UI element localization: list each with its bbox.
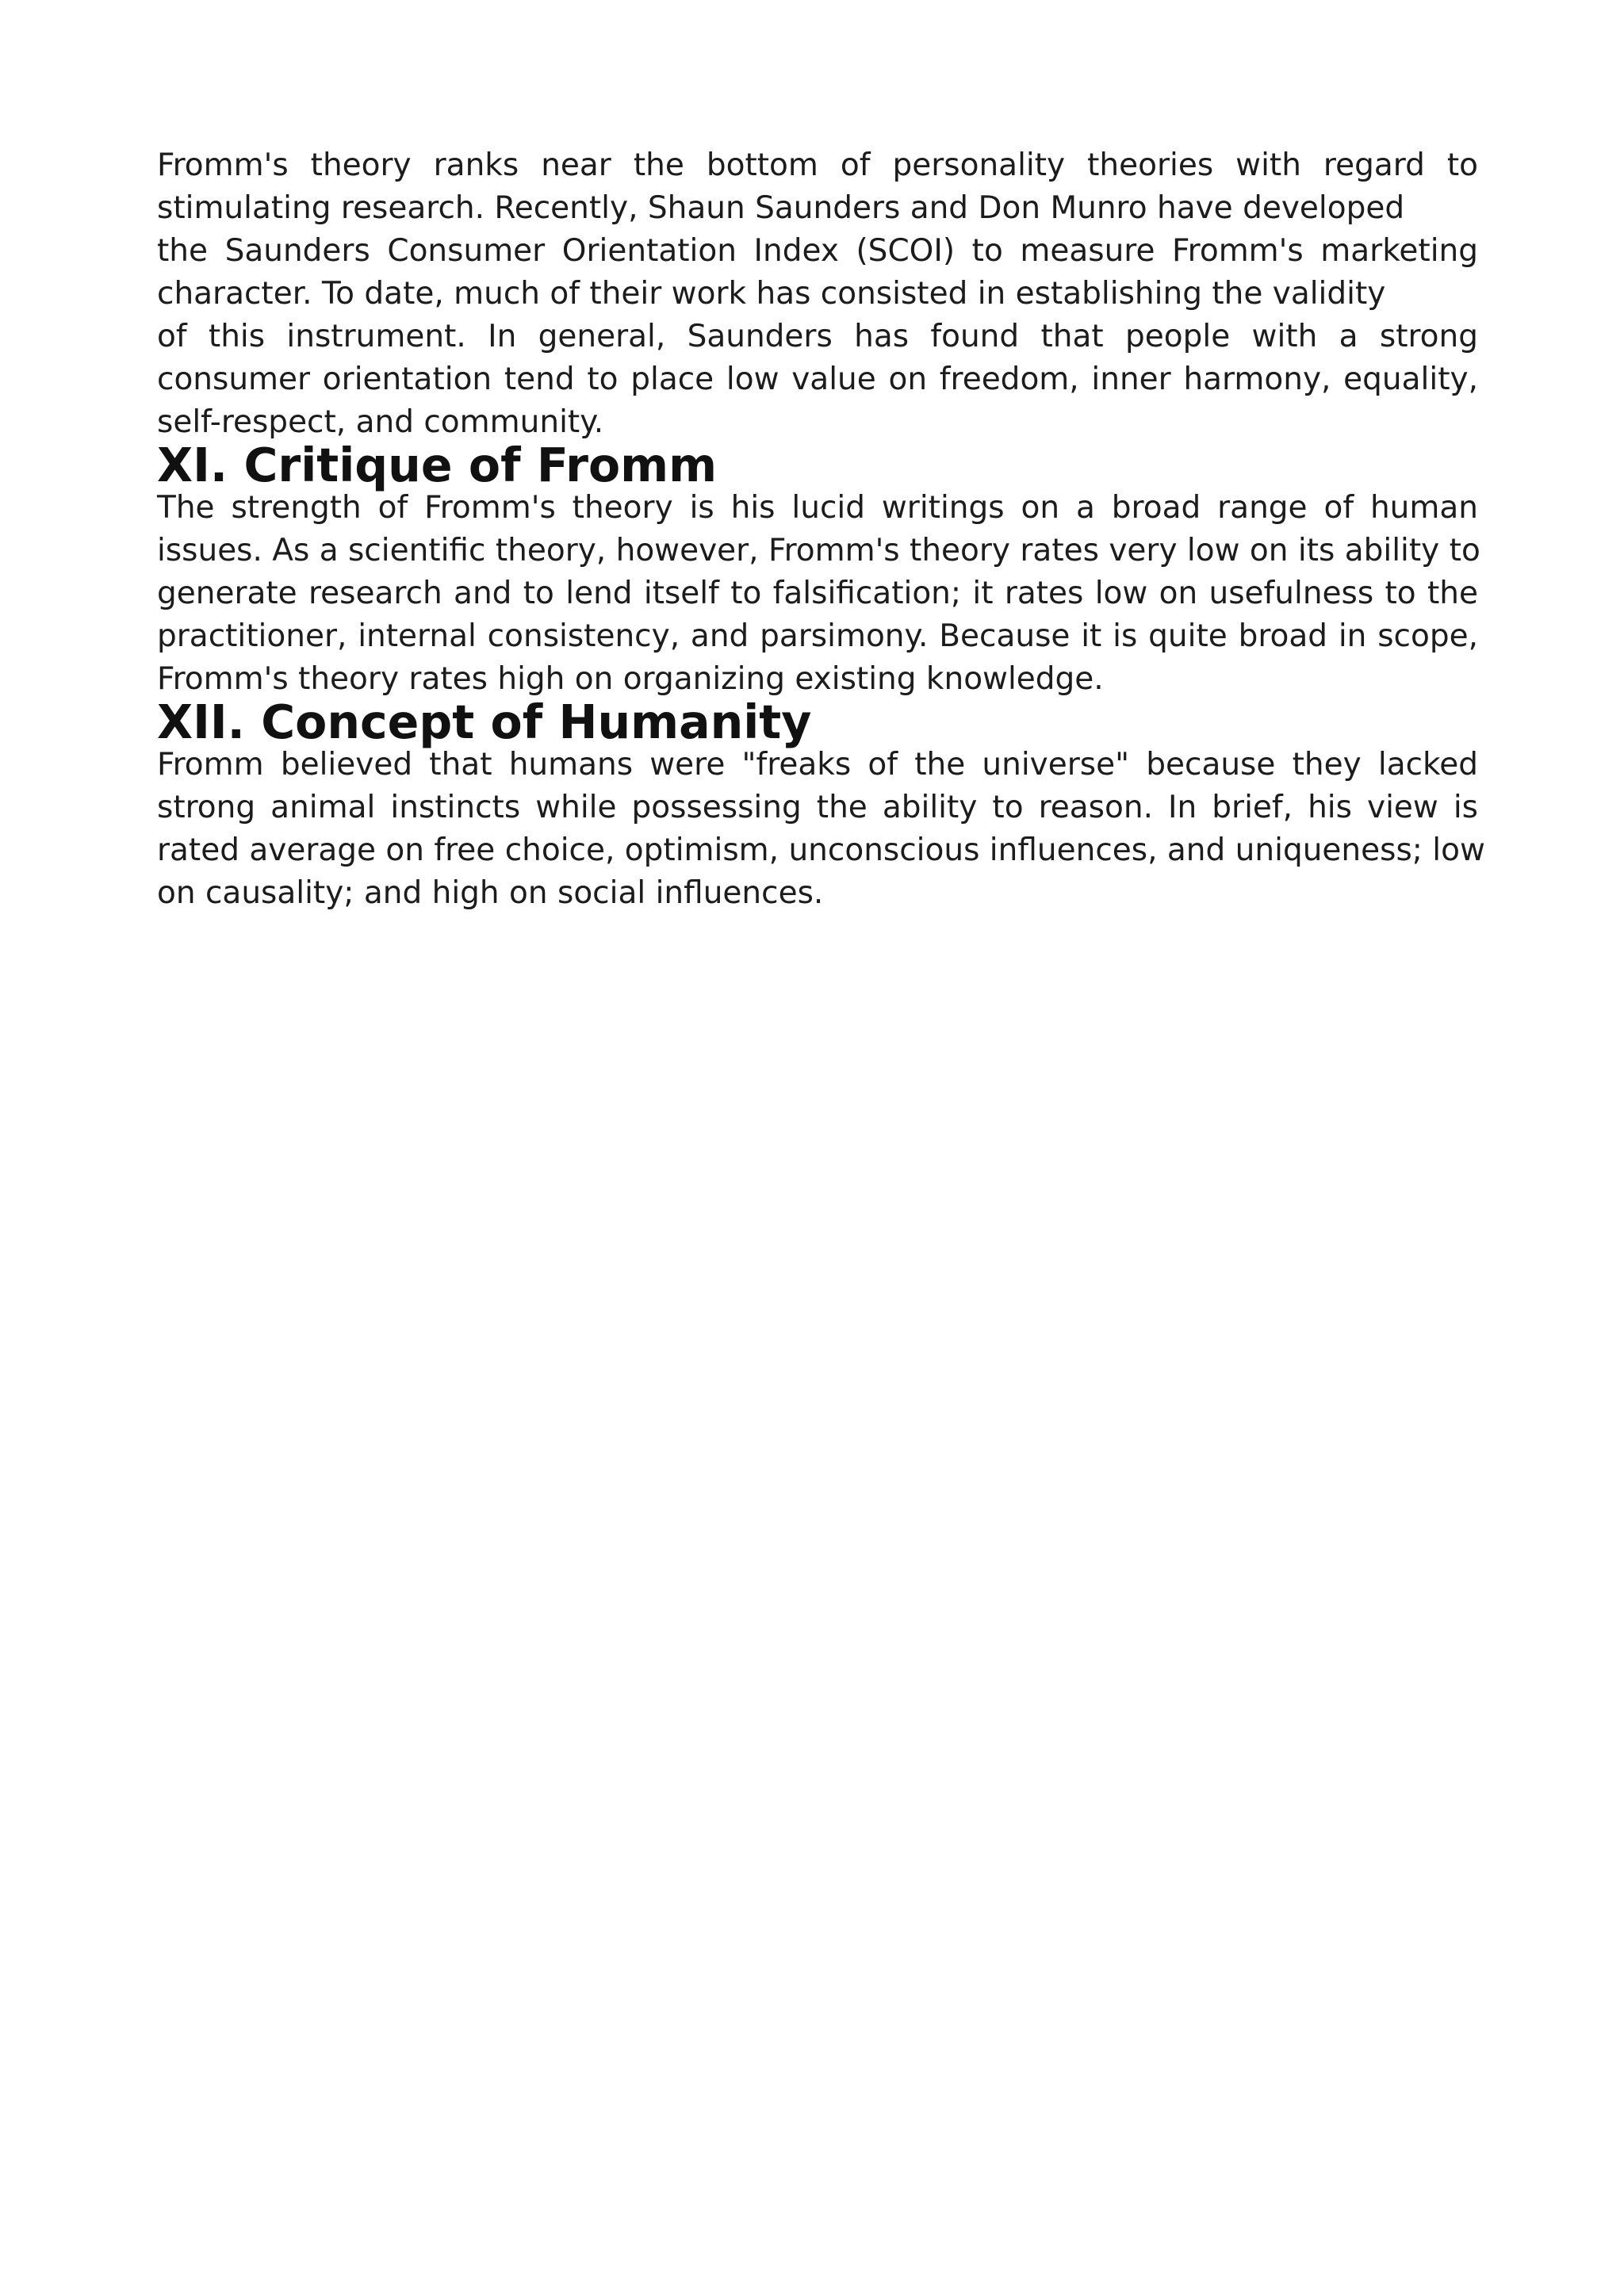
text-line: rated average on free choice, optimism, unconscious influences, and uniqueness; low — [157, 832, 1485, 868]
text-line: issues. As a scientific theory, however, Fromm's theory rates very low on its ability to — [157, 533, 1480, 568]
text-line: self-respect, and community. — [157, 404, 604, 440]
document-body — [157, 144, 1485, 915]
text-line: strong animal instincts while possessing the ability to reason. In brief, his view is — [157, 790, 1478, 825]
paragraph-critique — [157, 487, 1478, 701]
text-line: The strength of Fromm's theory is his lucid writings on a broad range of human — [157, 490, 1478, 526]
text-line: generate research and to lend itself to falsification; it rates low on usefulness to the — [157, 576, 1478, 611]
text-line: consumer orientation tend to place low value on freedom, inner harmony, equality, — [157, 362, 1478, 397]
section-heading-humanity: XII. Concept of Humanity — [157, 695, 812, 749]
text-line: on causality; and high on social influences. — [157, 875, 824, 911]
text-line: of this instrument. In general, Saunders has found that people with a strong — [157, 319, 1478, 354]
text-line: Fromm believed that humans were "freaks of the universe" because they lacked — [157, 747, 1478, 783]
paragraph-humanity — [157, 744, 1485, 915]
paragraph-research — [157, 144, 1478, 444]
section-heading-critique: XI. Critique of Fromm — [157, 438, 718, 492]
text-line: Fromm's theory rates high on organizing existing knowledge. — [157, 661, 1104, 697]
text-line: practitioner, internal consistency, and parsimony. Because it is quite broad in scope, — [157, 618, 1478, 654]
text-line: stimulating research. Recently, Shaun Saunders and Don Munro have developed — [157, 190, 1405, 226]
text-line: Fromm's theory ranks near the bottom of personality theories with regard to — [157, 147, 1478, 183]
text-line: the Saunders Consumer Orientation Index (SCOI) to measure Fromm's marketing — [157, 233, 1478, 269]
text-line: character. To date, much of their work has consisted in establishing the validity — [157, 276, 1386, 312]
